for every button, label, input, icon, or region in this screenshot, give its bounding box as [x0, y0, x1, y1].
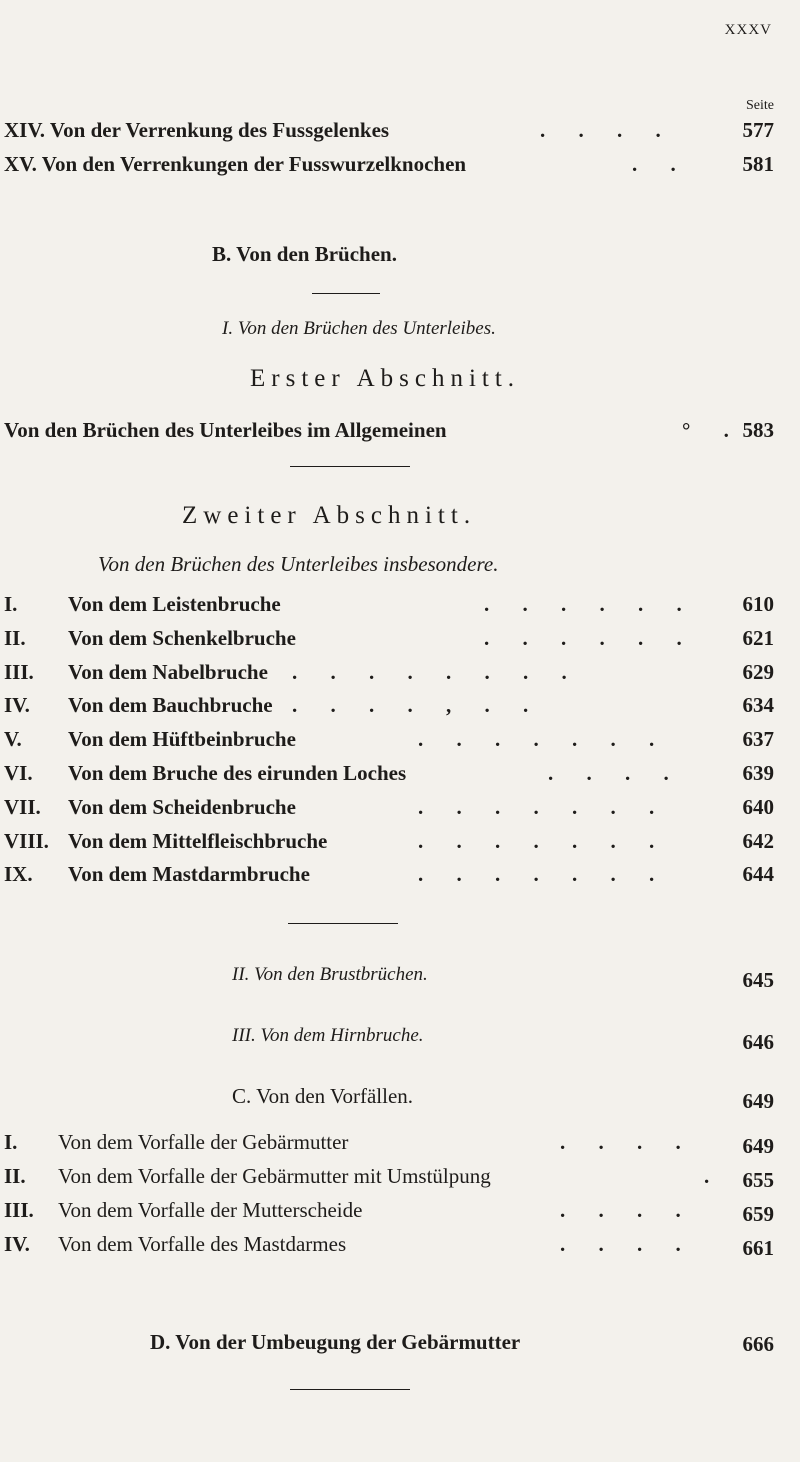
- entry-number: II.: [4, 1164, 26, 1188]
- entry-number: VI.: [4, 761, 33, 785]
- entry-label: Von dem Vorfalle der Mutterscheide: [58, 1198, 363, 1222]
- entry-dots: . . . . . .: [484, 592, 696, 616]
- entry-page: 661: [742, 1236, 774, 1260]
- entry-page: 637: [742, 727, 774, 751]
- entry-page: 639: [742, 761, 774, 785]
- entry-number: I.: [4, 1130, 18, 1154]
- entry-number: VII.: [4, 795, 41, 819]
- toc-entry-label: Von den Brüchen des Unterleibes im Allgemeinen: [4, 418, 447, 442]
- entry-label: Von dem Vorfalle der Gebärmutter mit Umstülpung: [58, 1164, 491, 1188]
- entry-dots: . . . . . . .: [418, 727, 669, 751]
- entry-dots: . . . . . .: [484, 626, 696, 650]
- entry-label: Von dem Scheidenbruche: [68, 795, 296, 819]
- section-c-page: 649: [742, 1089, 774, 1113]
- entry-dots: . . . .: [560, 1198, 695, 1222]
- entry-number: VIII.: [4, 829, 49, 853]
- toc-entry-label: XV. Von den Verrenkungen der Fusswurzelknochen: [4, 152, 467, 176]
- entry-dots: . . . . . . .: [418, 829, 669, 853]
- toc-entry-dots: . . . .: [540, 118, 675, 142]
- entry-dots: . . . . . . .: [418, 795, 669, 819]
- toc-entry-page: 577: [742, 118, 774, 142]
- entry-page: 655: [742, 1168, 774, 1192]
- entry-page: 621: [742, 626, 774, 650]
- entry-label: Von dem Bauchbruche: [68, 693, 273, 717]
- entry-dots: .: [704, 1164, 724, 1188]
- entry-dots: . . . . , . .: [292, 693, 543, 717]
- hirnbruch-page: 646: [742, 1030, 774, 1054]
- entry-page: 634: [742, 693, 774, 717]
- entry-label: Von dem Nabelbruche: [68, 660, 268, 684]
- entry-number: IV.: [4, 693, 30, 717]
- entry-page: 642: [742, 829, 774, 853]
- entry-dots: . . . . . . .: [418, 862, 669, 886]
- page-number: XXXV: [724, 22, 772, 38]
- entry-number: II.: [4, 626, 26, 650]
- divider: [290, 466, 410, 467]
- divider: [312, 293, 380, 294]
- entry-page: 659: [742, 1202, 774, 1226]
- section-b-subtitle: I. Von den Brüchen des Unterleibes.: [222, 318, 496, 339]
- brustbrueche-label: II. Von den Brustbrüchen.: [232, 964, 428, 985]
- seite-label: Seite: [746, 98, 774, 113]
- brustbrueche-page: 645: [742, 968, 774, 992]
- entry-label: Von dem Vorfalle der Gebärmutter: [58, 1130, 349, 1154]
- entry-number: III.: [4, 1198, 34, 1222]
- section-d-page: 666: [742, 1332, 774, 1356]
- entry-page: 610: [742, 592, 774, 616]
- entry-label: Von dem Mastdarmbruche: [68, 862, 310, 886]
- entry-number: V.: [4, 727, 22, 751]
- entry-page: 644: [742, 862, 774, 886]
- section-c-title: C. Von den Vorfällen.: [232, 1084, 414, 1108]
- divider: [288, 923, 398, 924]
- entry-label: Von dem Vorfalle des Mastdarmes: [58, 1232, 347, 1256]
- entry-dots: . . . .: [548, 761, 683, 785]
- toc-entry-label: XIV. Von der Verrenkung des Fussgelenkes: [4, 118, 390, 142]
- entry-dots: . . . . . . . .: [292, 660, 581, 684]
- entry-number: IX.: [4, 862, 33, 886]
- divider: [290, 1389, 410, 1390]
- entry-number: I.: [4, 592, 18, 616]
- second-section-subtitle: Von den Brüchen des Unterleibes insbesondere.: [98, 552, 499, 576]
- entry-number: IV.: [4, 1232, 30, 1256]
- entry-dots: . . . .: [560, 1232, 695, 1256]
- entry-number: III.: [4, 660, 34, 684]
- section-d-title: D. Von der Umbeugung der Gebärmutter: [150, 1330, 521, 1354]
- section-b-title: B. Von den Brüchen.: [212, 242, 397, 266]
- toc-entry-page: 581: [742, 152, 774, 176]
- second-section-heading: Zweiter Abschnitt.: [182, 502, 477, 529]
- entry-label: Von dem Bruche des eirunden Loches: [68, 761, 407, 785]
- entry-dots: . . . .: [560, 1130, 695, 1154]
- toc-entry-dots: . .: [632, 152, 690, 176]
- entry-label: Von dem Mittelfleischbruche: [68, 829, 328, 853]
- hirnbruch-label: III. Von dem Hirnbruche.: [232, 1025, 424, 1046]
- entry-label: Von dem Leistenbruche: [68, 592, 281, 616]
- entry-page: 640: [742, 795, 774, 819]
- toc-entry-dots: ° .: [682, 418, 743, 442]
- first-section-heading: Erster Abschnitt.: [250, 365, 521, 392]
- toc-entry-page: 583: [742, 418, 774, 442]
- entry-label: Von dem Schenkelbruche: [68, 626, 296, 650]
- entry-label: Von dem Hüftbeinbruche: [68, 727, 296, 751]
- entry-page: 629: [742, 660, 774, 684]
- entry-page: 649: [742, 1134, 774, 1158]
